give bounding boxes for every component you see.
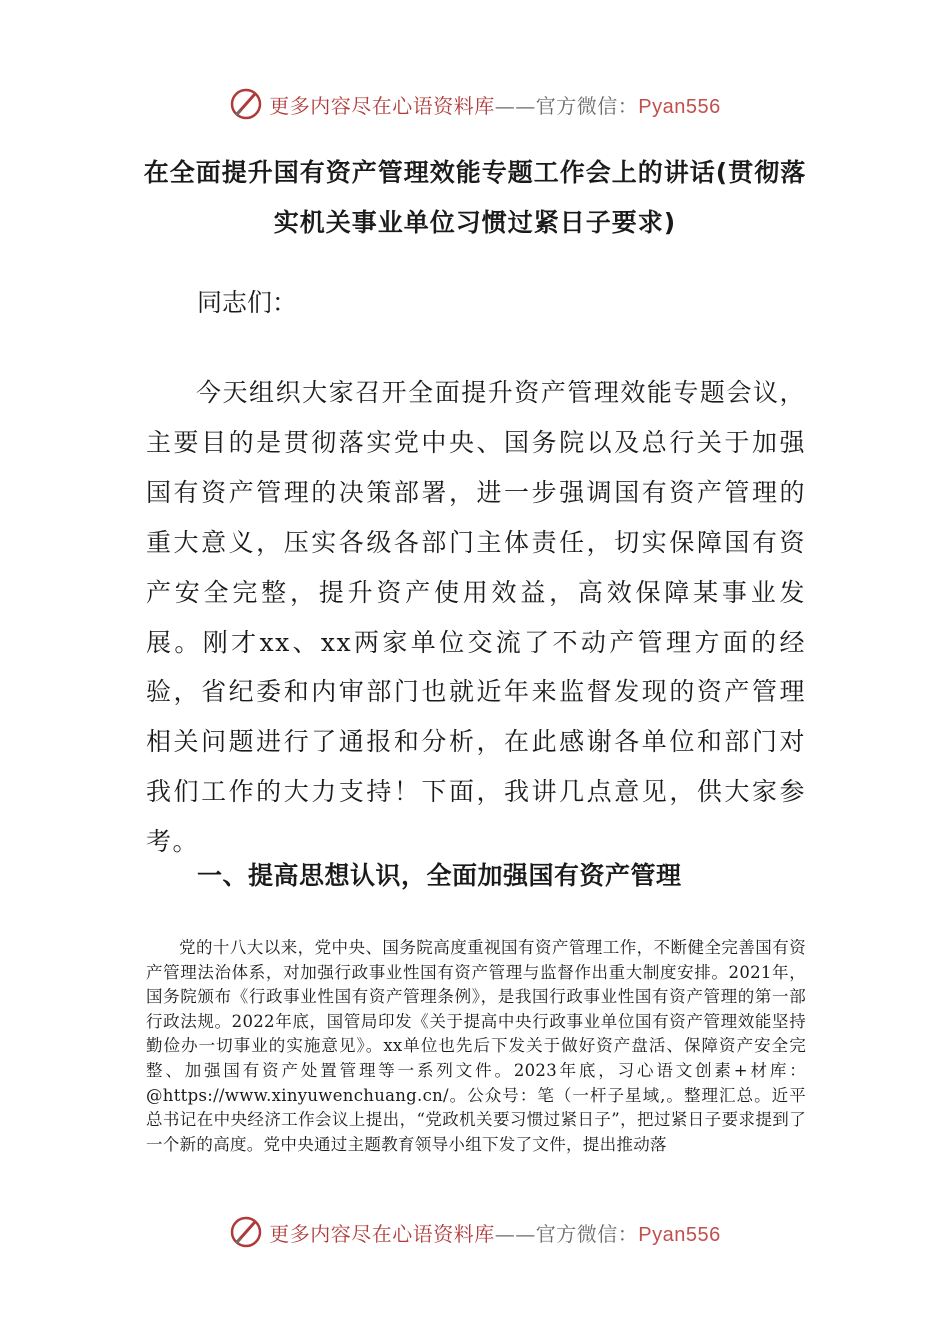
pen-logo-icon xyxy=(229,1215,263,1249)
banner-wechat-id: Pyan556 xyxy=(638,95,721,118)
banner-wechat-id: Pyan556 xyxy=(638,1223,721,1246)
salutation: 同志们： xyxy=(197,288,298,317)
opening-paragraph: 今天组织大家召开全面提升资产管理效能专题会议，主要目的是贯彻落实党中央、国务院以及总行关于加强国有资产管理的决策部署，进一步强调国有资产管理的重大意义，压实各级各部门主体责任，切实保障国有资产安全完整，提升资产使用效益，高效保障某事业发展。刚才xx、xx两家单位交流了不动产管理方面的经验，省纪委和内审部门也就近年来监督发现的资产管理相关问题进行了通报和分析，在此感谢各单位和部门对我们工作的大力支持！下面，我讲几点意见，供大家参考。 xyxy=(146,378,806,857)
document-title: 在全面提升国有资产管理效能专题工作会上的讲话(贯彻落实机关事业单位习惯过紧日子要求) xyxy=(143,158,807,237)
banner-wechat-label: 官方微信： xyxy=(535,93,639,118)
header-banner xyxy=(0,82,950,126)
banner-brand: 更多内容尽在心语资料库 xyxy=(269,1221,495,1246)
banner-text xyxy=(269,1218,720,1247)
pen-logo-icon xyxy=(229,87,263,121)
section-1-paragraph: 党的十八大以来，党中央、国务院高度重视国有资产管理工作，不断健全完善国有资产管理法治体系，对加强行政事业性国有资产管理与监督作出重大制度安排。2021年，国务院颁布《行政事业性国有资产管理条例》，是我国行政事业性国有资产管理的第一部行政法规。2022年底，国管局印发《关于提高中央行政事业单位国有资产管理效能坚持勤俭办一切事业的实施意见》。xx单位也先后下发关于做好资产盘活、保障资产安全完整、加强国有资产处置管理等一系列文件。2023年底，习心语文创素+材库：@https://www.xinyuwenchuang.cn/。公众号：笔（一杆子星域,。整理汇总。近平总书记在中央经济工作会议上提出，“党政机关要习惯过紧日子”，把过紧日子要求提到了一个新的高度。党中央通过主题教育领导小组下发了文件，提出推动落 xyxy=(146,938,806,1154)
banner-separator: —— xyxy=(494,93,536,118)
banner-wechat-label: 官方微信： xyxy=(535,1221,639,1246)
banner-text xyxy=(269,90,720,119)
footer-banner xyxy=(0,1210,950,1254)
banner-brand: 更多内容尽在心语资料库 xyxy=(269,93,495,118)
section-heading-1: 一、提高思想认识，全面加强国有资产管理 xyxy=(197,861,682,890)
banner-separator: —— xyxy=(494,1221,536,1246)
